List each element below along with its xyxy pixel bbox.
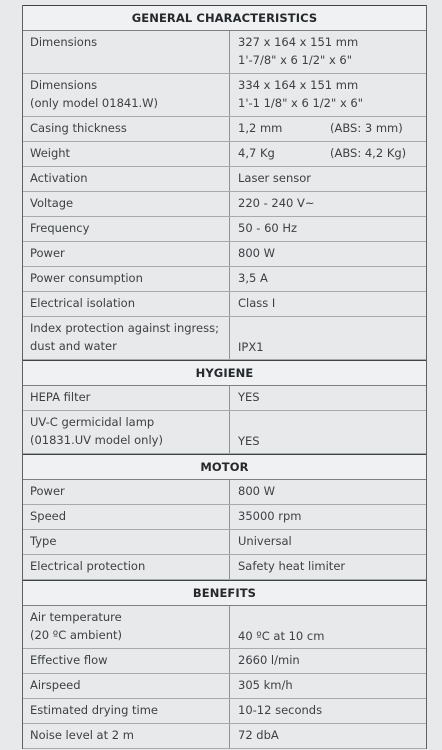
spec-label: Estimated drying time xyxy=(23,699,230,723)
table-row xyxy=(23,117,426,142)
spec-label: Power xyxy=(23,480,230,504)
label-line: (01831.UV model only) xyxy=(30,432,163,447)
value-extra: (ABS: 4,2 Kg) xyxy=(330,146,407,160)
spec-label: Voltage xyxy=(23,192,230,216)
label-line: Dimensions xyxy=(30,35,98,49)
table-row xyxy=(23,724,426,749)
spec-label xyxy=(23,74,230,116)
section-header-motor: MOTOR xyxy=(23,454,426,480)
spec-label: Activation xyxy=(23,167,230,191)
section-header-general: GENERAL CHARACTERISTICS xyxy=(23,5,426,31)
table-row xyxy=(23,386,426,411)
spec-value: 800 W xyxy=(238,246,275,260)
table-row xyxy=(23,142,426,167)
label-line: (only model 01841.W) xyxy=(30,95,159,110)
table-row xyxy=(23,192,426,217)
table-row xyxy=(23,674,426,699)
spec-label: Airspeed xyxy=(23,674,230,698)
table-row xyxy=(23,530,426,555)
value-line: 327 x 164 x 151 mm xyxy=(238,35,359,49)
value-extra: (ABS: 3 mm) xyxy=(330,121,403,135)
spec-value: 35000 rpm xyxy=(238,509,302,523)
value-line: 1'-1 1/8" x 6 1/2" x 6" xyxy=(238,95,364,110)
value-line: 334 x 164 x 151 mm xyxy=(238,78,359,92)
table-row xyxy=(23,267,426,292)
label-line: Index protection against ingress; xyxy=(30,321,219,335)
spec-value xyxy=(230,142,426,166)
spec-label: Power xyxy=(23,242,230,266)
table-row xyxy=(23,217,426,242)
label-line: (20 ºC ambient) xyxy=(30,627,122,642)
section-header-hygiene: HYGIENE xyxy=(23,360,426,386)
table-row xyxy=(23,31,426,74)
table-row xyxy=(23,606,426,649)
table-row xyxy=(23,555,426,580)
section-header-benefits: BENEFITS xyxy=(23,580,426,606)
value-line: 4,7 Kg xyxy=(238,146,275,160)
table-row xyxy=(23,699,426,724)
table-row xyxy=(23,480,426,505)
value-line: 1,2 mm xyxy=(238,121,283,135)
spec-label xyxy=(23,31,230,73)
spec-label: Frequency xyxy=(23,217,230,241)
spec-value xyxy=(230,31,426,73)
value-line: 1'-7/8" x 6 1/2" x 6" xyxy=(238,52,353,67)
spec-label xyxy=(23,411,230,453)
table-row xyxy=(23,649,426,674)
spec-value: 72 dbA xyxy=(238,728,279,742)
spec-label: Casing thickness xyxy=(23,117,230,141)
spec-value: 3,5 A xyxy=(238,271,268,285)
spec-label: Power consumption xyxy=(23,267,230,291)
table-row xyxy=(23,242,426,267)
spec-label xyxy=(23,606,230,648)
spec-value: YES xyxy=(238,433,260,448)
label-line: Dimensions xyxy=(30,78,98,92)
spec-label: Electrical protection xyxy=(23,555,230,579)
spec-label: Type xyxy=(23,530,230,554)
spec-label: Weight xyxy=(23,142,230,166)
spec-value: 2660 l/min xyxy=(238,653,300,667)
spec-value: 40 ºC at 10 cm xyxy=(238,628,325,643)
specifications-table xyxy=(22,5,427,749)
table-row xyxy=(23,167,426,192)
spec-value: YES xyxy=(238,390,260,404)
spec-value: 10-12 seconds xyxy=(238,703,323,717)
table-row xyxy=(23,411,426,454)
spec-value: Class I xyxy=(238,296,276,310)
table-row xyxy=(23,505,426,530)
spec-value xyxy=(230,74,426,116)
spec-value: 220 - 240 V~ xyxy=(238,196,315,210)
spec-value: Laser sensor xyxy=(238,171,312,185)
spec-value: IPX1 xyxy=(238,339,264,354)
label-line: Air temperature xyxy=(30,610,122,624)
spec-value: Universal xyxy=(238,534,292,548)
spec-value xyxy=(230,117,426,141)
spec-label xyxy=(23,317,230,359)
spec-label: Speed xyxy=(23,505,230,529)
spec-label: Noise level at 2 m xyxy=(23,724,230,748)
table-row xyxy=(23,74,426,117)
label-line: dust and water xyxy=(30,338,117,353)
spec-value: 800 W xyxy=(238,484,275,498)
spec-label: Electrical isolation xyxy=(23,292,230,316)
spec-value: 50 - 60 Hz xyxy=(238,221,298,235)
label-line: UV-C germicidal lamp xyxy=(30,415,155,429)
spec-label: Effective flow xyxy=(23,649,230,673)
table-row xyxy=(23,292,426,317)
spec-label: HEPA filter xyxy=(23,386,230,410)
spec-value: 305 km/h xyxy=(238,678,293,692)
spec-value: Safety heat limiter xyxy=(238,559,346,573)
table-row xyxy=(23,317,426,360)
